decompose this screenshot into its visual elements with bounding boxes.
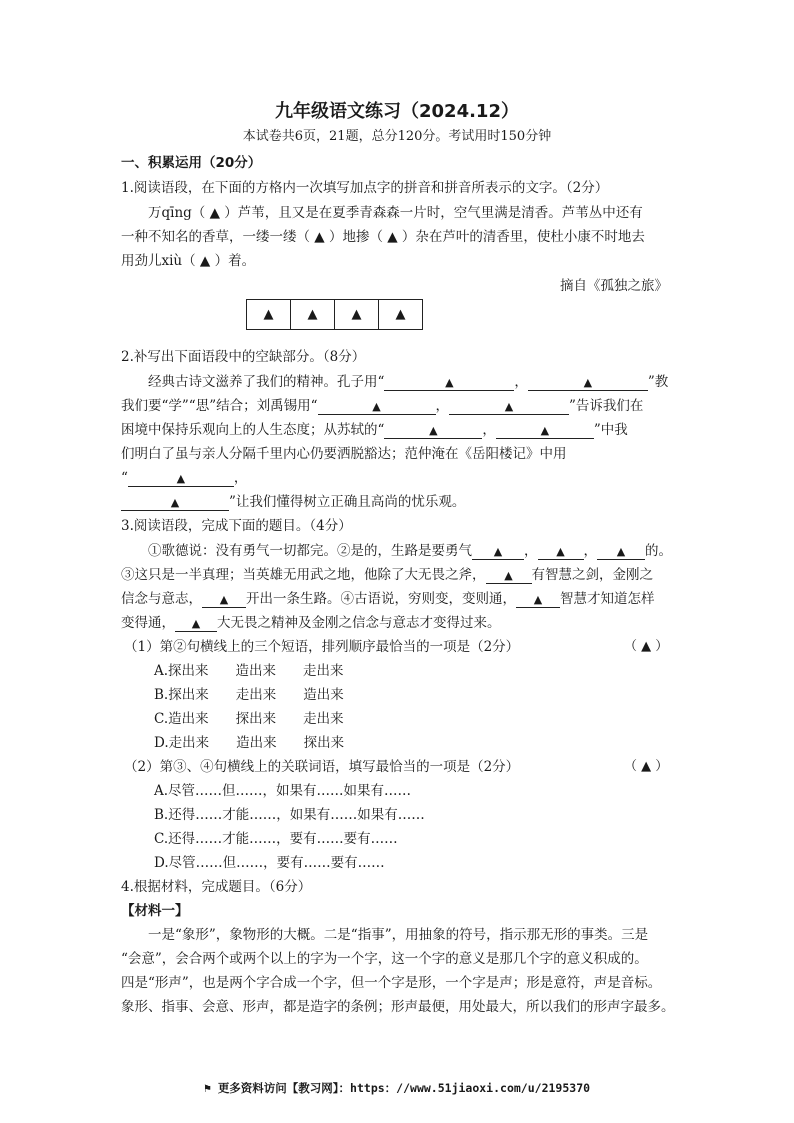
material-line4: 象形、指事、会意、形声，都是造字的条例；形声最便，用处最大，所以我们的形声字最多。 — [121, 999, 675, 1015]
option-b[interactable]: B.还得……才能……，如果有……如果有…… — [154, 807, 425, 823]
triangle-mark: ▲ — [191, 617, 201, 630]
q3-text: 有智慧之剑，金刚之 — [531, 567, 653, 583]
q2-line3: 困境中保持乐观向上的人生态度；从苏轼的“ ▲ ， ▲ ”中我 — [121, 422, 628, 438]
material-line2: “会意”，会合两个或两个以上的字为一个字，这一个字的意义是那几个字的意义积成的。 — [121, 951, 648, 967]
footer — [0, 1080, 794, 1096]
fill-blank[interactable] — [538, 544, 584, 560]
material-line1: 一是“象形”，象物形的大概。二是“指事”，用抽象的符号，指示那无形的事类。三是 — [148, 927, 649, 943]
q1-para-line1: 万qīng（ ▲ ）芦苇，且又是在夏季青森森一片时，空气里满是清香。芦苇丛中还有 — [148, 205, 643, 221]
q2-line1: 经典古诗文滋养了我们的精神。孔子用“ ▲ ， ▲ ”教 — [148, 374, 669, 390]
q2-line6 — [121, 490, 465, 511]
triangle-mark: ▲ — [263, 307, 274, 322]
fill-blank[interactable] — [516, 592, 560, 608]
q3-text: 信念与意志， — [121, 591, 202, 607]
fill-blank[interactable] — [496, 423, 594, 439]
fill-blank[interactable] — [175, 616, 217, 632]
q2-text: ”告诉我们在 — [569, 398, 644, 414]
option-b[interactable]: B.探出来 走出来 造出来 — [154, 687, 344, 703]
triangle-mark: ▲ — [170, 496, 180, 509]
triangle-mark: ▲ — [493, 545, 503, 558]
answer-paren[interactable]: （ ▲ ） — [624, 639, 669, 654]
q2-text: “ — [121, 470, 128, 486]
q1-para-line2: 一种不知名的香草，一缕一缕（ ▲ ）地掺（ ▲ ）杂在芦叶的清香里，使杜小康不时地去 — [121, 229, 645, 245]
option-c[interactable]: C.还得……才能……，要有……要有…… — [154, 831, 398, 847]
triangle-mark: ▲ — [395, 307, 406, 322]
triangle-mark: ▲ — [176, 472, 186, 485]
triangle-mark: ▲ — [445, 376, 454, 389]
q3-text: ③这只是一半真理；当英雄无用武之地，他除了大无畏之斧， — [121, 567, 486, 583]
fill-blank[interactable] — [121, 495, 229, 511]
q3-sub2: （2）第③、④句横线上的关联词语，填写最恰当的一项是（2分） — [124, 759, 520, 775]
fill-blank[interactable] — [449, 399, 569, 415]
q2-text: 我们要“学”“思”结合；刘禹锡用“ — [121, 398, 318, 414]
triangle-mark: ▲ — [504, 400, 514, 413]
answer-box[interactable] — [379, 300, 422, 329]
q3-text: ①歌德说：没有勇气一切都完。②是的，生路是要勇气 — [148, 543, 472, 559]
q3-text: 大无畏之精神及金刚之信念与意志才变得过来。 — [217, 615, 501, 631]
fill-blank[interactable] — [486, 568, 532, 584]
triangle-mark: ▲ — [583, 376, 593, 389]
triangle-mark: ▲ — [616, 545, 626, 558]
q3-para-line4 — [121, 611, 501, 632]
fill-blank[interactable] — [528, 375, 648, 391]
fill-blank[interactable] — [384, 423, 482, 439]
fill-blank[interactable] — [384, 375, 514, 391]
q3-text: 的。 — [645, 543, 672, 559]
section-heading: 一、积累运用（20分） — [121, 155, 262, 171]
q1-source: 摘自《孤独之旅》 — [560, 278, 668, 294]
triangle-mark: ▲ — [307, 307, 318, 322]
exam-info: 本试卷共6页，21题，总分120分。考试用时150分钟 — [242, 129, 552, 144]
answer-box[interactable] — [291, 300, 335, 329]
fill-blank[interactable] — [597, 544, 645, 560]
q2-line2: 我们要“学”“思”结合；刘禹锡用“ ▲ ， ▲ ”告诉我们在 — [121, 398, 644, 414]
triangle-mark: ▲ — [351, 307, 362, 322]
q2-line5: “ ▲ ， — [121, 470, 248, 486]
triangle-mark: ▲ — [556, 545, 565, 558]
option-a[interactable]: A.尽管……但……，如果有……如果有…… — [154, 783, 412, 799]
q3-para-line1: ①歌德说：没有勇气一切都完。②是的，生路是要勇气 ▲ ， ▲ ， ▲ 的。 — [148, 543, 672, 559]
q3-para-line3 — [121, 587, 655, 608]
material-heading: 【材料一】 — [121, 903, 189, 919]
fill-blank[interactable] — [128, 471, 234, 487]
q2-text: ”中我 — [593, 422, 628, 438]
option-d[interactable]: D.尽管……但……，要有……要有…… — [154, 855, 385, 871]
triangle-mark: ▲ — [372, 400, 381, 413]
triangle-mark: ▲ — [504, 569, 513, 582]
q3-para-line2 — [121, 563, 653, 584]
fill-blank[interactable] — [202, 592, 246, 608]
q2-line4: 们明白了虽与亲人分隔千里内心仍要洒脱豁达；范仲淹在《岳阳楼记》中用 — [121, 446, 567, 462]
triangle-mark: ▲ — [219, 593, 229, 606]
answer-paren[interactable]: （ ▲ ） — [624, 759, 669, 774]
page-title: 九年级语文练习（2024.12） — [275, 101, 519, 122]
q1-stem: 1.阅读语段，在下面的方格内一次填写加点字的拼音和拼音所表示的文字。（2分） — [121, 180, 609, 196]
option-c[interactable]: C.造出来 探出来 走出来 — [154, 711, 344, 727]
q1-para-line3: 用劲儿xiù（ ▲ ）着。 — [121, 253, 256, 269]
option-a[interactable]: A.探出来 造出来 走出来 — [154, 663, 344, 679]
q3-sub1: （1）第②句横线上的三个短语，排列顺序最恰当的一项是（2分） — [124, 639, 520, 655]
q2-text: ”让我们懂得树立正确且高尚的忧乐观。 — [229, 494, 466, 510]
footer-link[interactable]: 更多资料访问【教习网】：https：//www.51jiaoxi.com/u/2195370 — [217, 1081, 591, 1095]
q2-text: 困境中保持乐观向上的人生态度；从苏轼的“ — [121, 422, 385, 438]
q2-text: 经典古诗文滋养了我们的精神。孔子用“ — [148, 374, 385, 390]
triangle-mark: ▲ — [429, 424, 438, 437]
flag-icon: ⚑ — [203, 1081, 211, 1095]
material-line3: 四是“形声”，也是两个字合成一个字，但一个字是形，一个字是声；形是意符，声是音标。 — [121, 975, 662, 991]
triangle-mark: ▲ — [540, 424, 550, 437]
q3-text: 智慧才知道怎样 — [560, 591, 655, 607]
answer-boxes — [246, 299, 423, 330]
q4-stem: 4.根据材料，完成题目。（6分） — [121, 879, 312, 895]
q3-text: 开出一条生路。④古语说，穷则变，变则通， — [246, 591, 516, 607]
q3-text: 变得通， — [121, 615, 175, 631]
fill-blank[interactable] — [318, 399, 436, 415]
fill-blank[interactable] — [472, 544, 524, 560]
q2-stem: 2.补写出下面语段中的空缺部分。（8分） — [121, 349, 366, 365]
q3-stem: 3.阅读语段，完成下面的题目。（4分） — [121, 518, 352, 534]
answer-box[interactable] — [335, 300, 379, 329]
option-d[interactable]: D.走出来 造出来 探出来 — [154, 735, 345, 751]
q2-text: ”教 — [647, 374, 669, 390]
answer-box[interactable] — [247, 300, 291, 329]
triangle-mark: ▲ — [533, 593, 543, 606]
